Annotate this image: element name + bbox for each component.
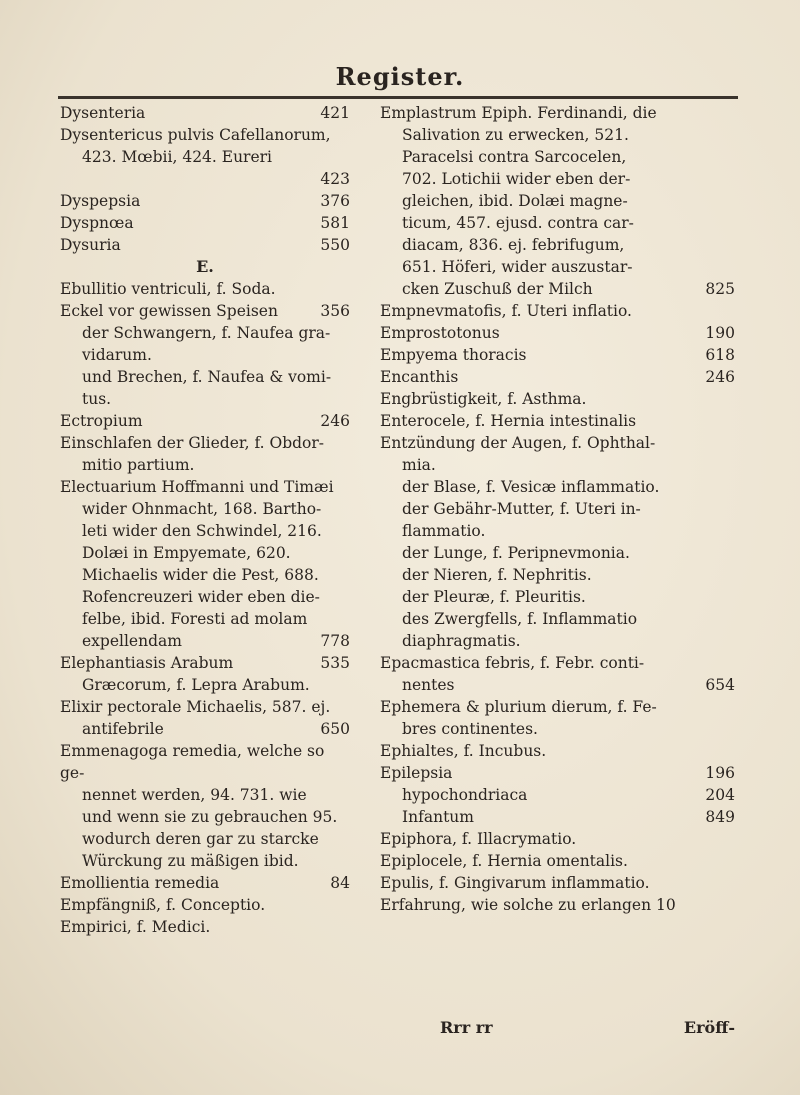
entry-text: vidarum.	[82, 346, 152, 364]
index-entry	[60, 344, 350, 366]
index-entry	[380, 542, 735, 564]
index-entry	[60, 850, 350, 872]
entry-text: Emplastrum Epiph. Ferdinandi, die	[380, 104, 657, 122]
index-entry	[380, 212, 735, 234]
entry-text: der Nieren, f. Nephritis.	[402, 566, 592, 584]
entry-text: und Brechen, f. Naufea & vomi-	[82, 368, 332, 386]
entry-text: diaphragmatis.	[402, 632, 521, 650]
entry-text: nennet werden, 94. 731. wie	[82, 786, 307, 804]
entry-text: Entzündung der Augen, f. Ophthal-	[380, 434, 656, 452]
entry-text: Epulis, f. Gingivarum inflammatio.	[380, 874, 650, 892]
index-entry	[60, 234, 350, 256]
entry-text: Electuarium Hoffmanni und Timæi	[60, 478, 334, 496]
entry-text: Paracelsi contra Sarcocelen,	[402, 148, 627, 166]
index-entry	[60, 388, 350, 410]
entry-text: Dysenteria	[60, 104, 146, 122]
index-entry	[60, 454, 350, 476]
index-entry	[380, 564, 735, 586]
page-title: Register.	[335, 62, 465, 91]
entry-text: wodurch deren gar zu starcke	[82, 830, 319, 848]
index-entry	[60, 410, 350, 432]
catchword: Eröff-	[683, 1018, 735, 1037]
entry-text: der Gebähr-Mutter, f. Uteri in-	[402, 500, 641, 518]
entry-text: Dysuria	[60, 236, 121, 254]
index-entry	[60, 476, 350, 498]
index-entry	[380, 608, 735, 630]
index-entry	[380, 894, 735, 916]
entry-text: der Schwangern, f. Naufea gra-	[82, 324, 331, 342]
index-entry	[380, 234, 735, 256]
index-entry	[380, 872, 735, 894]
index-entry	[380, 322, 735, 344]
index-entry	[60, 718, 350, 740]
index-entry	[60, 872, 350, 894]
entry-text: der Lunge, f. Peripnevmonia.	[402, 544, 630, 562]
index-entry	[380, 828, 735, 850]
entry-text: mitio partium.	[82, 456, 195, 474]
index-entry	[380, 740, 735, 762]
index-entry	[380, 432, 735, 454]
entry-text: der Pleuræ, f. Pleuritis.	[402, 588, 586, 606]
entry-text: Elixir pectorale Michaelis, 587. ej.	[60, 698, 331, 716]
index-entry	[380, 674, 735, 696]
entry-text: Dolæi in Empyemate, 620.	[82, 544, 291, 562]
index-entry	[380, 850, 735, 872]
index-entry	[380, 102, 735, 124]
index-entry	[60, 124, 350, 146]
entry-text: ticum, 457. ejusd. contra car-	[402, 214, 634, 232]
page-number: 825	[705, 280, 735, 298]
index-entry	[380, 300, 735, 322]
index-entry	[380, 168, 735, 190]
entry-text: Enterocele, f. Hernia intestinalis	[380, 412, 637, 430]
entry-text: Michaelis wider die Pest, 688.	[82, 566, 319, 584]
page-number: 550	[320, 236, 350, 254]
entry-text: Elephantiasis Arabum	[60, 654, 234, 672]
index-entry	[60, 212, 350, 234]
index-entry	[60, 432, 350, 454]
header-rule	[58, 96, 738, 99]
index-entry	[60, 168, 350, 190]
entry-text: Epacmastica febris, f. Febr. conti-	[380, 654, 645, 672]
entry-text: bres continentes.	[402, 720, 538, 738]
entry-text: Dyspepsia	[60, 192, 141, 210]
page-number: 246	[320, 412, 350, 430]
entry-text: Salivation zu erwecken, 521.	[402, 126, 629, 144]
entry-text: Infantum	[402, 808, 474, 826]
page-number: 535	[320, 654, 350, 672]
entry-text: leti wider den Schwindel, 216.	[82, 522, 322, 540]
index-entry	[60, 784, 350, 806]
index-entry	[380, 630, 735, 652]
index-entry	[380, 476, 735, 498]
page-number: 356	[320, 302, 350, 320]
entry-text: cken Zuschuß der Milch	[402, 280, 593, 298]
index-entry	[380, 696, 735, 718]
index-entry	[60, 828, 350, 850]
entry-text: expellendam	[82, 632, 182, 650]
index-entry	[60, 586, 350, 608]
entry-text: Rofencreuzeri wider eben die-	[82, 588, 320, 606]
index-entry	[380, 256, 735, 278]
index-entry	[60, 520, 350, 542]
page-number: 376	[320, 192, 350, 210]
entry-text: Einschlafen der Glieder, f. Obdor-	[60, 434, 325, 452]
index-entry	[60, 564, 350, 586]
page-number: 650	[320, 720, 350, 738]
entry-text: mia.	[402, 456, 436, 474]
entry-text: Encanthis	[380, 368, 459, 386]
index-entry	[60, 366, 350, 388]
index-entry	[380, 146, 735, 168]
index-column-left	[60, 102, 350, 938]
entry-text: Empnevmatofis, f. Uteri inflatio.	[380, 302, 632, 320]
index-entry	[60, 806, 350, 828]
page-number: 581	[320, 214, 350, 232]
entry-text: hypochondriaca	[402, 786, 528, 804]
entry-text: Epiphora, f. Illacrymatio.	[380, 830, 577, 848]
entry-text: Erfahrung, wie solche zu erlangen 10	[380, 896, 676, 914]
entry-text: Emollientia remedia	[60, 874, 220, 892]
entry-text: der Blase, f. Vesicæ inflammatio.	[402, 478, 660, 496]
entry-text: felbe, ibid. Foresti ad molam	[82, 610, 308, 628]
index-entry	[380, 718, 735, 740]
entry-text: Epilepsia	[380, 764, 453, 782]
entry-text: antifebrile	[82, 720, 164, 738]
entry-text: Eckel vor gewissen Speisen	[60, 302, 278, 320]
page-number: 849	[705, 808, 735, 826]
index-entry	[60, 146, 350, 168]
index-entry	[60, 322, 350, 344]
page-number: 246	[705, 368, 735, 386]
entry-text: Emmenagoga remedia, welche so ge-	[60, 742, 325, 782]
page-number: 204	[705, 786, 735, 804]
index-entry	[380, 652, 735, 674]
index-entry	[60, 190, 350, 212]
index-entry	[380, 124, 735, 146]
index-entry	[380, 388, 735, 410]
entry-text: Empirici, f. Medici.	[60, 918, 211, 936]
index-entry	[60, 916, 350, 938]
entry-text: Epiplocele, f. Hernia omentalis.	[380, 852, 628, 870]
entry-text: nentes	[402, 676, 455, 694]
signature-mark: Rrr rr	[440, 1018, 493, 1037]
entry-text: Ephialtes, f. Incubus.	[380, 742, 547, 760]
index-entry	[380, 454, 735, 476]
index-entry	[380, 366, 735, 388]
index-entry	[380, 278, 735, 300]
entry-text: gleichen, ibid. Dolæi magne-	[402, 192, 628, 210]
page-number: 196	[705, 764, 735, 782]
index-entry	[60, 608, 350, 630]
page-number: 190	[705, 324, 735, 342]
index-entry	[60, 652, 350, 674]
entry-text: flammatio.	[402, 522, 486, 540]
page-number: 778	[320, 632, 350, 650]
entry-text: Engbrüstigkeit, f. Asthma.	[380, 390, 587, 408]
entry-text: wider Ohnmacht, 168. Bartho-	[82, 500, 322, 518]
index-entry	[380, 784, 735, 806]
index-entry	[380, 520, 735, 542]
entry-text: des Zwergfells, f. Inflammatio	[402, 610, 638, 628]
entry-text: 423. Mœbii, 424. Eureri	[82, 148, 273, 166]
index-entry	[60, 696, 350, 718]
index-column-right	[380, 102, 735, 916]
index-entry	[380, 498, 735, 520]
index-entry	[60, 498, 350, 520]
page-number: 654	[705, 676, 735, 694]
index-entry	[60, 278, 350, 300]
section-letter: E.	[196, 257, 214, 276]
index-entry	[60, 102, 350, 124]
page-number: 84	[330, 874, 350, 892]
entry-text: Empyema thoracis	[380, 346, 527, 364]
page-number: 421	[320, 104, 350, 122]
index-entry	[60, 542, 350, 564]
index-entry	[380, 344, 735, 366]
entry-text: Ephemera & plurium dierum, f. Fe-	[380, 698, 657, 716]
index-entry	[380, 410, 735, 432]
entry-text: Ectropium	[60, 412, 143, 430]
entry-text: Ebullitio ventriculi, f. Soda.	[60, 280, 276, 298]
entry-text: Emprostotonus	[380, 324, 500, 342]
entry-text: Würckung zu mäßigen ibid.	[82, 852, 299, 870]
index-entry	[60, 256, 350, 278]
index-entry	[60, 630, 350, 652]
page-number: 618	[705, 346, 735, 364]
entry-text: diacam, 836. ej. febrifugum,	[402, 236, 625, 254]
index-entry	[380, 762, 735, 784]
index-entry	[60, 894, 350, 916]
entry-text: Dysentericus pulvis Cafellanorum,	[60, 126, 331, 144]
index-entry	[380, 586, 735, 608]
entry-text: Empfängniß, f. Conceptio.	[60, 896, 266, 914]
entry-text: Græcorum, f. Lepra Arabum.	[82, 676, 310, 694]
entry-text: 651. Höferi, wider auszustar-	[402, 258, 633, 276]
entry-text: und wenn sie zu gebrauchen 95.	[82, 808, 338, 826]
entry-text: tus.	[82, 390, 112, 408]
page-number: 423	[320, 170, 350, 188]
index-entry	[60, 300, 350, 322]
entry-text: Dyspnœa	[60, 214, 134, 232]
entry-text: 702. Lotichii wider eben der-	[402, 170, 631, 188]
index-entry	[60, 740, 350, 784]
index-entry	[380, 806, 735, 828]
index-entry	[380, 190, 735, 212]
index-entry	[60, 674, 350, 696]
